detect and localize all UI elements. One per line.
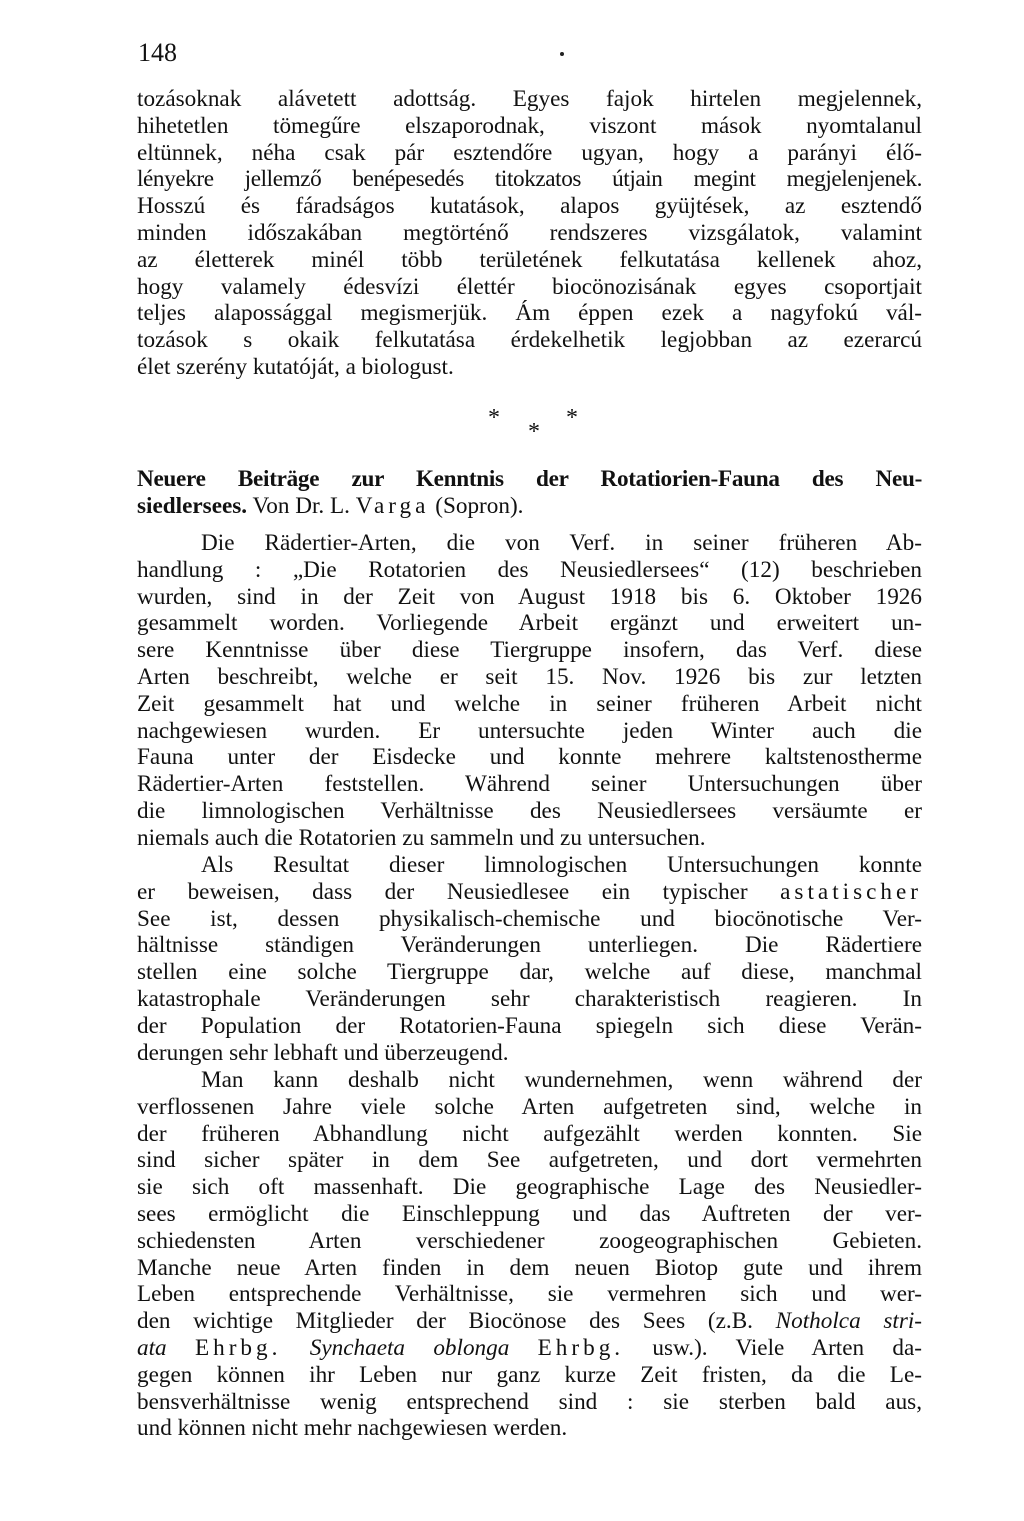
text-line: tozásoknak alávetett adottság. Egyes fajok hirtelen megjelennek, — [137, 86, 922, 112]
heading-line — [137, 493, 922, 520]
text-line — [137, 879, 922, 906]
species-author: Ehrbg. — [537, 1334, 625, 1361]
text-line: Die Rädertier-Arten, die von Verf. in seiner früheren Ab- — [201, 530, 922, 556]
text-line: hältnisse ständigen Veränderungen unterliegen. Die Rädertiere — [137, 932, 922, 959]
text-line: Als Resultat dieser limnologischen Untersuchungen konnte — [201, 852, 922, 878]
text-line: sie sich oft massenhaft. Die geographische Lage des Neusiedler- — [137, 1174, 922, 1201]
text-line: stellen eine solche Tiergruppe dar, welche auf diese, manchmal — [137, 959, 922, 986]
text-line — [137, 1308, 922, 1335]
text-line: bensverhältnisse wenig entsprechend sind : sie sterben bald aus, — [137, 1388, 922, 1415]
text-line: minden időszakában megtörténő rendszeres vizsgálatok, valamint — [137, 219, 922, 246]
hungarian-paragraph — [137, 86, 922, 381]
page-number: 148 — [138, 38, 177, 67]
text-line: und können nicht mehr nachgewiesen werden. — [137, 1415, 568, 1442]
text-line — [137, 1335, 922, 1362]
text-line: katastrophale Veränderungen sehr charakteristisch reagieren. In — [137, 985, 922, 1012]
text-line: sees ermöglicht die Einschleppung und das Auftreten der ver- — [137, 1200, 922, 1227]
separator-star: * — [566, 405, 578, 431]
text-line: niemals auch die Rotatorien zu sammeln und zu untersuchen. — [137, 824, 706, 851]
text-line: Leben entsprechende Verhältnisse, sie vermehren sich und wer- — [137, 1281, 922, 1308]
text-line: élet szerény kutatóját, a biologust. — [137, 353, 454, 380]
text-line: wurden, sind in der Zeit von August 1918 bis 6. Oktober 1926 — [137, 583, 922, 610]
separator-star: * — [488, 405, 500, 431]
text-line: gegen können ihr Leben nur ganz kurze Zeit fristen, da die Le- — [137, 1361, 922, 1388]
text-line: Manche neue Arten finden in dem neuen Biotop gute und ihrem — [137, 1254, 922, 1281]
text-line: Zeit gesammelt hat und welche in seiner früheren Arbeit nicht — [137, 690, 922, 717]
heading-place: (Sopron). — [435, 492, 524, 519]
text-line: Hosszú és fáradságos kutatások, alapos gyüjtések, az esztendő — [137, 193, 922, 220]
text-line: hogy valamely édesvízi élettér biocönozisának egyes csoportjait — [137, 273, 922, 300]
article-heading — [137, 466, 922, 520]
text-line: die limnologischen Verhältnisse des Neusiedlersees versäumte er — [137, 797, 922, 824]
species-name: Notholca stri- — [775, 1308, 923, 1335]
text-line: gesammelt worden. Vorliegende Arbeit ergänzt und erweitert un- — [137, 610, 922, 637]
text-line: handlung : „Die Rotatorien des Neusiedlersees“ (12) beschrieben — [137, 556, 922, 583]
paragraph-2 — [137, 852, 922, 1066]
separator-star: * — [528, 419, 540, 445]
text-line: sind sicher später in dem See aufgetreten, und dort vermehrten — [137, 1147, 922, 1174]
text-line: lényekre jellemző benépesedés titokzatos útjain megint megjelenjenek. — [137, 166, 922, 193]
text-line: verflossenen Jahre viele solche Arten aufgetreten sind, welche in — [137, 1093, 922, 1120]
text-fragment: er beweisen, dass der Neusiedlesee ein typischer — [137, 878, 748, 905]
text-line: eltünnek, néha csak pár esztendőre ugyan, hogy a parányi élő- — [137, 139, 922, 166]
text-line: tozások s okaik felkutatása érdekelhetik legjobban az ezerarcú — [137, 327, 922, 354]
heading-author: Varga — [355, 492, 430, 519]
text-line: der Population der Rotatorien-Fauna spiegeln sich diese Verän- — [137, 1012, 922, 1039]
text-line: teljes alapossággal megismerjük. Ám éppen ezek a nagyfokú vál- — [137, 300, 922, 327]
paragraph-1 — [137, 530, 922, 852]
text-line: sere Kenntnisse über diese Tiergruppe insofern, das Verf. diese — [137, 637, 922, 664]
text-line: See ist, dessen physikalisch-chemische und biocönotische Ver- — [137, 905, 922, 932]
text-line: der früheren Abhandlung nicht aufgezählt werden konnten. Sie — [137, 1120, 922, 1147]
text-line: hihetetlen tömegűre elszaporodnak, viszont mások nyomtalanul — [137, 112, 922, 139]
text-line: derungen sehr lebhaft und überzeugend. — [137, 1039, 509, 1066]
text-line: nachgewiesen wurden. Er untersuchte jeden Winter auch die — [137, 717, 922, 744]
heading-title-end: siedlersees. — [137, 492, 248, 519]
text-line: Man kann deshalb nicht wundernehmen, wenn während der — [201, 1067, 922, 1093]
section-separator — [478, 405, 588, 445]
text-line: Rädertier-Arten feststellen. Während seiner Untersuchungen über — [137, 771, 922, 798]
text-line: Arten beschreibt, welche er seit 15. Nov. 1926 bis zur letzten — [137, 663, 922, 690]
species-author: Ehrbg. — [194, 1334, 282, 1361]
paragraph-3 — [137, 1067, 922, 1442]
text-fragment: den wichtige Mitglieder der Biocönose des Sees (z.B. — [137, 1308, 753, 1335]
heading-line: Neuere Beiträge zur Kenntnis der Rotatiorien-Fauna des Neu- — [137, 466, 922, 492]
species-name: ata — [137, 1334, 167, 1361]
text-line: az életterek minél több területének felkutatása kellenek ahoz, — [137, 246, 922, 273]
heading-von: Von Dr. L. — [252, 492, 350, 519]
text-line: schiedensten Arten verschiedener zoogeographischen Gebieten. — [137, 1227, 922, 1254]
text-fragment: usw.). Viele Arten da- — [652, 1334, 923, 1361]
print-speck — [560, 52, 564, 56]
species-name: Synchaeta oblonga — [309, 1334, 510, 1361]
text-line: Fauna unter der Eisdecke und konnte mehrere kaltstenostherme — [137, 744, 922, 771]
emphasized-word: astatischer — [780, 878, 922, 905]
